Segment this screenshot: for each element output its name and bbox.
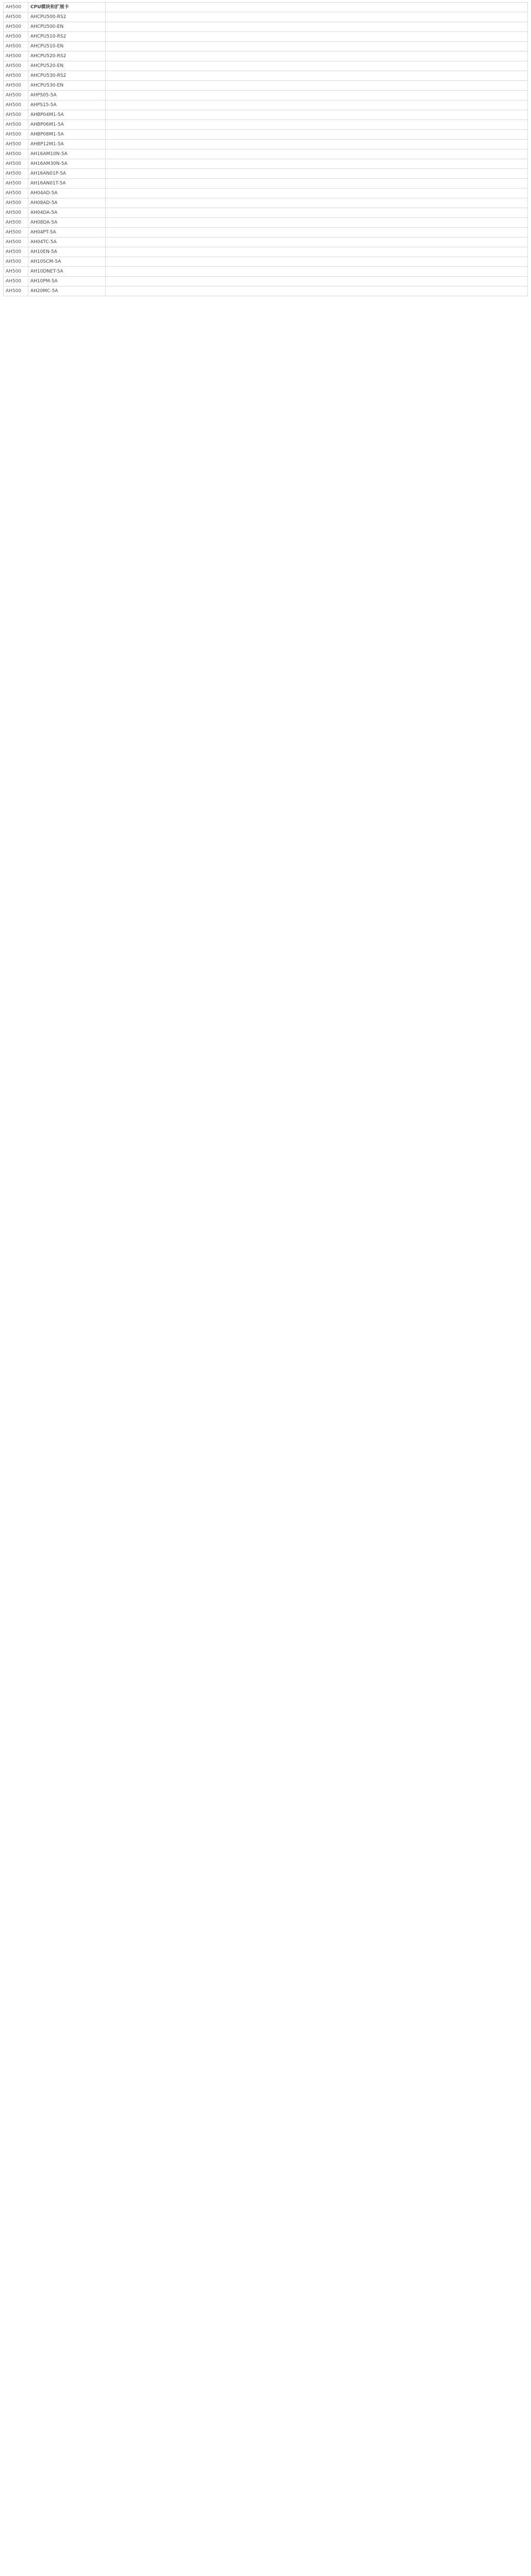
description-cell <box>106 159 528 169</box>
series-cell: AH500 <box>4 81 28 91</box>
series-cell: AH500 <box>4 218 28 228</box>
description-cell <box>106 71 528 81</box>
model-cell: AHCPU520-RS2 <box>28 52 106 61</box>
series-cell: AH500 <box>4 91 28 100</box>
table-row <box>4 208 528 218</box>
series-cell: AH500 <box>4 110 28 120</box>
model-cell: AHPS15-5A <box>28 100 106 110</box>
table-row <box>4 267 528 277</box>
series-cell: AH500 <box>4 208 28 218</box>
description-cell <box>106 81 528 91</box>
model-cell: AH16AN01T-5A <box>28 179 106 189</box>
series-cell: AH500 <box>4 130 28 140</box>
description-cell <box>106 52 528 61</box>
table-row <box>4 277 528 286</box>
table-row <box>4 110 528 120</box>
model-cell: AHBP06M1-5A <box>28 120 106 130</box>
spec-sheet <box>0 0 531 298</box>
model-cell: AHCPU530-EN <box>28 81 106 91</box>
table-row <box>4 247 528 257</box>
table-row <box>4 130 528 140</box>
series-cell: AH500 <box>4 257 28 267</box>
table-row <box>4 257 528 267</box>
description-cell <box>106 247 528 257</box>
series-cell: AH500 <box>4 228 28 238</box>
model-cell: AH20MC-5A <box>28 286 106 296</box>
table-row <box>4 189 528 198</box>
description-cell <box>106 61 528 71</box>
table-row <box>4 81 528 91</box>
series-cell: AH500 <box>4 179 28 189</box>
series-cell: AH500 <box>4 12 28 22</box>
description-cell <box>106 189 528 198</box>
table-row <box>4 71 528 81</box>
series-cell: AH500 <box>4 198 28 208</box>
table-row <box>4 218 528 228</box>
table-row <box>4 91 528 100</box>
model-cell: AH08DA-5A <box>28 218 106 228</box>
product-spec-body <box>4 3 528 296</box>
series-cell: AH500 <box>4 169 28 179</box>
description-cell <box>106 218 528 228</box>
table-row <box>4 3 528 12</box>
table-row <box>4 12 528 22</box>
series-cell: AH500 <box>4 247 28 257</box>
table-row <box>4 286 528 296</box>
series-cell: AH500 <box>4 238 28 247</box>
description-cell <box>106 257 528 267</box>
description-cell <box>106 238 528 247</box>
description-cell <box>106 120 528 130</box>
product-spec-table <box>3 2 528 296</box>
description-cell <box>106 228 528 238</box>
table-row <box>4 100 528 110</box>
description-cell <box>106 140 528 149</box>
series-cell: AH500 <box>4 3 28 12</box>
description-cell <box>106 32 528 42</box>
model-cell: AH16AM10N-5A <box>28 149 106 159</box>
model-cell: AHCPU530-RS2 <box>28 71 106 81</box>
table-row <box>4 140 528 149</box>
description-cell <box>106 100 528 110</box>
description-cell <box>106 110 528 120</box>
model-cell: AH04TC-5A <box>28 238 106 247</box>
model-cell: AH10SCM-5A <box>28 257 106 267</box>
model-cell: AHCPU510-EN <box>28 42 106 52</box>
table-row <box>4 179 528 189</box>
model-cell: AHBP08M1-5A <box>28 130 106 140</box>
table-row <box>4 22 528 32</box>
model-cell: AH16AM30N-5A <box>28 159 106 169</box>
description-cell <box>106 149 528 159</box>
table-row <box>4 42 528 52</box>
series-cell: AH500 <box>4 189 28 198</box>
series-cell: AH500 <box>4 71 28 81</box>
series-cell: AH500 <box>4 22 28 32</box>
series-cell: AH500 <box>4 149 28 159</box>
model-cell: AHBP04M1-5A <box>28 110 106 120</box>
model-cell: AH08AD-5A <box>28 198 106 208</box>
model-cell: AHBP12M1-5A <box>28 140 106 149</box>
description-cell <box>106 179 528 189</box>
table-row <box>4 120 528 130</box>
model-cell: AH16AN01P-5A <box>28 169 106 179</box>
description-cell <box>106 208 528 218</box>
table-row <box>4 198 528 208</box>
table-row <box>4 228 528 238</box>
description-cell <box>106 42 528 52</box>
table-row <box>4 238 528 247</box>
series-cell: AH500 <box>4 120 28 130</box>
description-cell <box>106 130 528 140</box>
series-cell: AH500 <box>4 42 28 52</box>
model-cell: AHCPU510-RS2 <box>28 32 106 42</box>
table-row <box>4 32 528 42</box>
series-cell: AH500 <box>4 100 28 110</box>
description-cell <box>106 169 528 179</box>
series-cell: AH500 <box>4 32 28 42</box>
description-cell <box>106 267 528 277</box>
series-cell: AH500 <box>4 267 28 277</box>
description-cell <box>106 91 528 100</box>
description-cell <box>106 286 528 296</box>
model-cell: AH10DNET-5A <box>28 267 106 277</box>
model-cell: AH04PT-5A <box>28 228 106 238</box>
description-cell <box>106 277 528 286</box>
series-cell: AH500 <box>4 140 28 149</box>
table-row <box>4 52 528 61</box>
description-cell <box>106 198 528 208</box>
model-cell: AH04AD-5A <box>28 189 106 198</box>
model-cell: AHCPU500-EN <box>28 22 106 32</box>
series-cell: AH500 <box>4 52 28 61</box>
table-row <box>4 159 528 169</box>
table-row <box>4 149 528 159</box>
series-cell: AH500 <box>4 159 28 169</box>
series-cell: AH500 <box>4 286 28 296</box>
table-row <box>4 169 528 179</box>
series-cell: AH500 <box>4 277 28 286</box>
model-cell: AH10EN-5A <box>28 247 106 257</box>
model-cell: AHCPU500-RS2 <box>28 12 106 22</box>
description-cell <box>106 22 528 32</box>
table-row <box>4 61 528 71</box>
description-cell <box>106 3 528 12</box>
model-cell: CPU模块和扩展卡 <box>28 3 106 12</box>
model-cell: AH04DA-5A <box>28 208 106 218</box>
model-cell: AH10PM-5A <box>28 277 106 286</box>
model-cell: AHPS05-5A <box>28 91 106 100</box>
description-cell <box>106 12 528 22</box>
model-cell: AHCPU520-EN <box>28 61 106 71</box>
series-cell: AH500 <box>4 61 28 71</box>
